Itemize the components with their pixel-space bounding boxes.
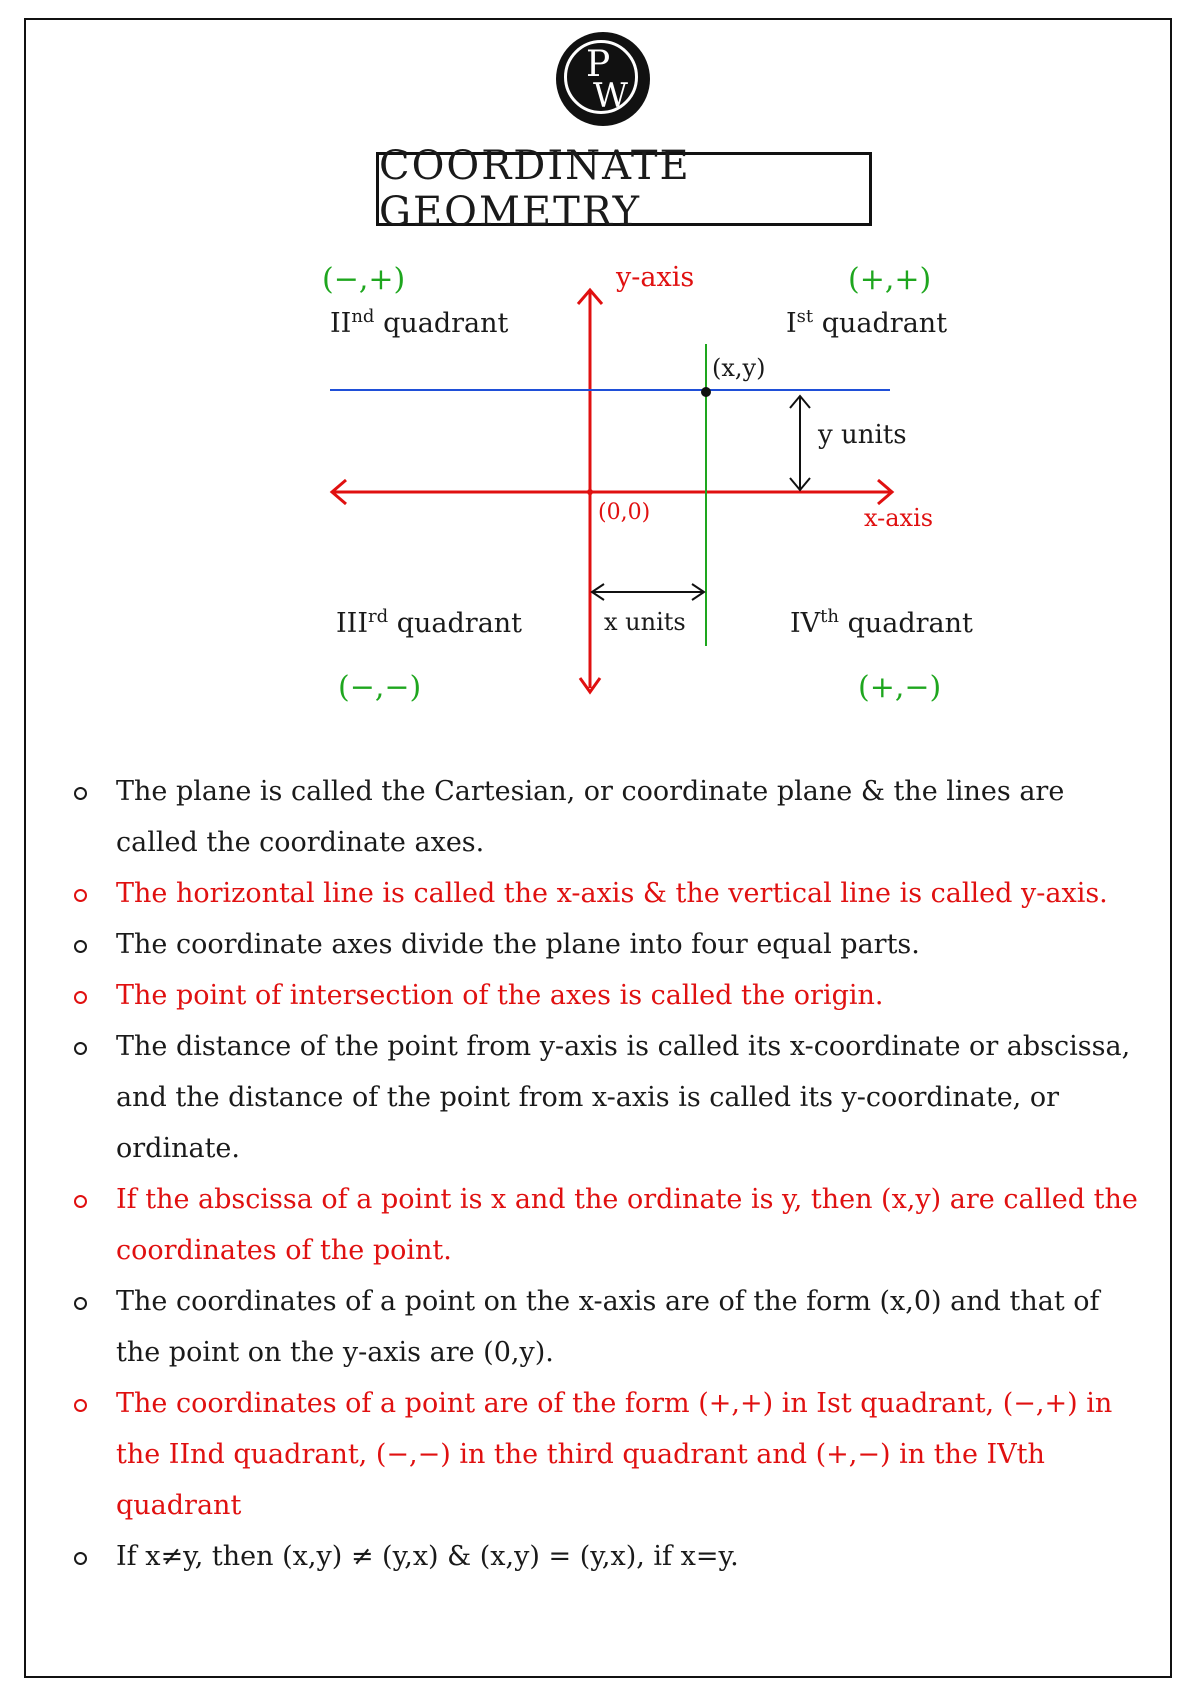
x-axis-label: x-axis [864,504,934,532]
q4-word: quadrant [847,608,973,639]
q2-numeral: II [330,308,352,339]
note-item: The plane is called the Cartesian, or coordinate plane & the lines are called the coordinate axes. [64,766,1144,868]
note-item: If x≠y, then (x,y) ≠ (y,x) & (x,y) = (y,x), if x=y. [64,1531,1144,1582]
q2-sup: nd [351,306,375,327]
q1-quadrant-label [786,306,947,339]
q2-word: quadrant [383,308,509,339]
point-label: (x,y) [712,354,766,382]
q2-quadrant-label [330,306,508,339]
note-item: If the abscissa of a point is x and the ordinate is y, then (x,y) are called the coordinates of the point. [64,1174,1144,1276]
note-item: The coordinates of a point are of the form (+,+) in Ist quadrant, (−,+) in the IInd quadrant, (−,−) in the third quadrant and (+,−) in the IVth quadrant [64,1378,1144,1531]
q3-sign-label: (−,−) [338,670,422,705]
origin-label: (0,0) [598,500,651,525]
note-item: The distance of the point from y-axis is called its x-coordinate or abscissa, and the distance of the point from x-axis is called its y-coordinate, or ordinate. [64,1021,1144,1174]
q3-word: quadrant [396,608,523,639]
q1-sup: st [796,306,814,327]
q4-sup: th [820,606,839,627]
q3-numeral: III [336,608,368,639]
q4-quadrant-label [790,606,973,639]
q3-quadrant-label [336,606,522,639]
y-axis-label: y-axis [616,262,695,293]
coordinate-diagram [0,0,1200,720]
point-marker [701,387,711,397]
notes-list [64,766,1144,1582]
note-item: The point of intersection of the axes is called the origin. [64,970,1144,1021]
x-units-label: x units [604,608,686,636]
q1-word: quadrant [821,308,948,339]
note-item: The coordinate axes divide the plane into four equal parts. [64,919,1144,970]
logo-letter-p: P [586,44,611,85]
page-title: COORDINATE GEOMETRY [376,152,872,226]
q1-numeral: I [786,308,797,339]
q2-sign-label: (−,+) [322,262,406,297]
note-item: The horizontal line is called the x-axis & the vertical line is called y-axis. [64,868,1144,919]
logo-letter-w: W [593,76,628,116]
q4-sign-label: (+,−) [858,670,942,705]
origin-marker [587,489,593,495]
q3-sup: rd [368,606,389,627]
q1-sign-label: (+,+) [848,262,932,297]
note-item: The coordinates of a point on the x-axis are of the form (x,0) and that of the point on the y-axis are (0,y). [64,1276,1144,1378]
q4-numeral: IV [790,608,821,639]
y-units-label: y units [818,420,907,450]
